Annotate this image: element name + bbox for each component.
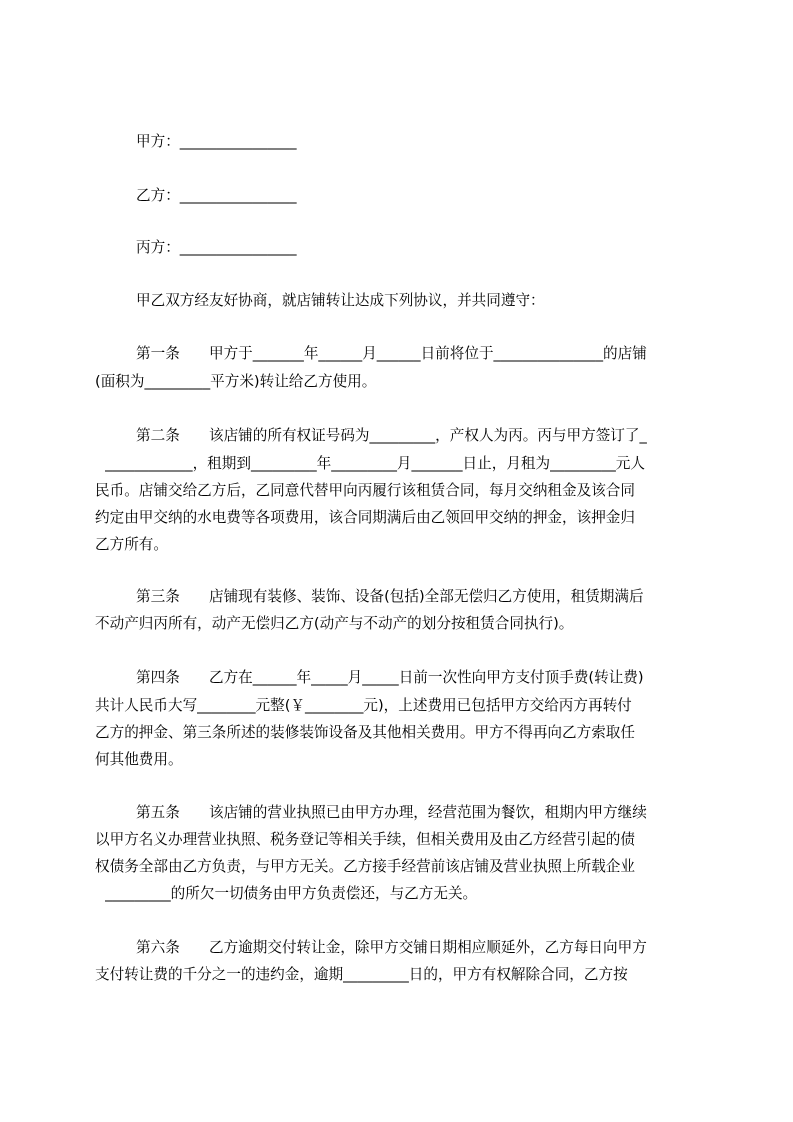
- article-2-line-1: 第二条 该店铺的所有权证号码为_________，产权人为丙。丙与甲方签订了_: [136, 427, 647, 444]
- preamble: 甲乙双方经友好协商，就店铺转让达成下列协议，并共同遵守：: [136, 292, 545, 309]
- article-6-line-2: 支付转让费的千分之一的违约金，逾期_________日的，甲方有权解除合同，乙方按: [95, 966, 628, 983]
- article-4-line-1: 第四条 乙方在______年_____月_____日前一次性向甲方支付顶手费(转让费): [136, 669, 644, 686]
- article-1-line-2: (面积为_________平方米)转让给乙方使用。: [95, 373, 377, 390]
- article-1-line-1: 第一条 甲方于_______年______月______日前将位于_______________的店铺: [136, 345, 647, 362]
- article-5-line-1: 第五条 该店铺的营业执照已由甲方办理，经营范围为餐饮，租期内甲方继续: [136, 804, 647, 821]
- article-4-line-3: 乙方的押金、第三条所述的装修装饰设备及其他相关费用。甲方不得再向乙方索取任: [95, 724, 635, 741]
- article-2-line-2: ____________，租期到_________年_________月_______日止，月租为_________元人: [105, 455, 645, 472]
- party-b-line: 乙方：________________: [136, 187, 297, 204]
- party-a-line: 甲方：________________: [136, 133, 297, 150]
- article-4-line-2: 共计人民币大写________元整(￥________元)，上述费用已包括甲方交给丙方再转付: [95, 697, 632, 714]
- article-5-line-2: 以甲方名义办理营业执照、税务登记等相关手续，但相关费用及由乙方经营引起的债: [95, 831, 635, 848]
- article-6-line-1: 第六条 乙方逾期交付转让金，除甲方交铺日期相应顺延外，乙方每日向甲方: [136, 939, 647, 956]
- article-5-line-4: _________的所欠一切债务由甲方负责偿还，与乙方无关。: [105, 885, 478, 902]
- article-3-line-2: 不动产归丙所有，动产无偿归乙方(动产与不动产的划分按租赁合同执行)。: [95, 615, 574, 632]
- article-4-line-4: 何其他费用。: [95, 751, 183, 768]
- article-2-line-3: 民币。店铺交给乙方后，乙同意代替甲向丙履行该租赁合同，每月交纳租金及该合同: [95, 482, 635, 499]
- article-2-line-5: 乙方所有。: [95, 536, 168, 553]
- article-2-line-4: 约定由甲交纳的水电费等各项费用，该合同期满后由乙领回甲交纳的押金，该押金归: [95, 509, 635, 526]
- article-3-line-1: 第三条 店铺现有装修、装饰、设备(包括)全部无偿归乙方使用，租赁期满后: [136, 588, 644, 605]
- party-c-line: 丙方：________________: [136, 239, 297, 256]
- article-5-line-3: 权债务全部由乙方负责，与甲方无关。乙方接手经营前该店铺及营业执照上所载企业: [95, 858, 635, 875]
